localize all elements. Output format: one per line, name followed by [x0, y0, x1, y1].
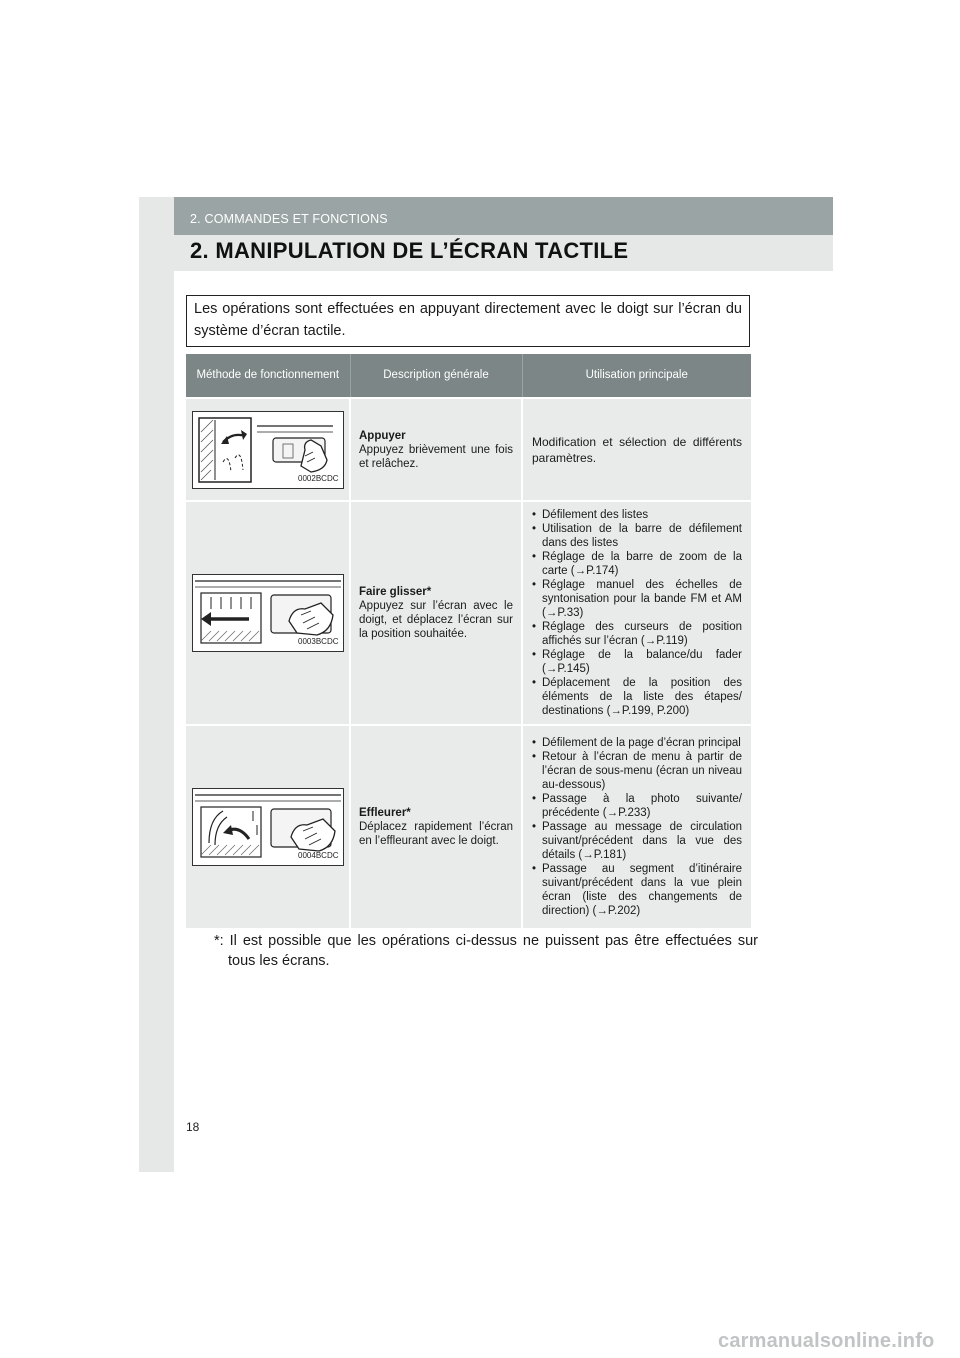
- list-item: • Passage au segment d’itinéraire suivant/précédent dans la vue plein écran (liste des changements de direction) (→P.202): [532, 862, 742, 918]
- operation-description: Appuyez brièvement une fois et relâchez.: [359, 443, 513, 470]
- side-strip: [139, 197, 174, 1172]
- list-item: • Passage au message de circulation suivant/précédent dans la vue des détails (→P.181): [532, 820, 742, 862]
- list-item: • Défilement des listes: [532, 508, 742, 522]
- list-item: • Passage à la photo suivante/ précédente (→P.233): [532, 792, 742, 820]
- usage-cell: [522, 501, 751, 725]
- header-description: Description générale: [350, 354, 522, 398]
- footnote: *: Il est possible que les opérations ci-dessus ne puissent pas être effectuées sur tous les écrans.: [214, 933, 758, 969]
- table-header-row: [186, 354, 751, 398]
- table-row: [186, 501, 751, 725]
- list-item: • Défilement de la page d’écran principal: [532, 736, 742, 750]
- operation-name: Appuyer: [359, 429, 406, 442]
- operation-name: Faire glisser*: [359, 586, 432, 598]
- operation-description: Déplacez rapidement l’écran en l’effleurant avec le doigt.: [359, 821, 513, 847]
- tap-gesture-icon: [192, 411, 344, 489]
- operation-name: Effleurer*: [359, 807, 411, 819]
- operation-description: Appuyez sur l’écran avec le doigt, et déplacez l’écran sur la position souhaitée.: [359, 600, 513, 640]
- image-code: 0002BCDC: [298, 473, 339, 483]
- image-code: 0003BCDC: [298, 637, 339, 646]
- table-row: [186, 725, 751, 928]
- header-method: Méthode de fonctionnement: [186, 354, 350, 398]
- description-cell: [350, 501, 522, 725]
- method-image-cell: [186, 398, 350, 501]
- list-item: • Réglage manuel des échelles de syntonisation pour la bande FM et AM (→P.33): [532, 578, 742, 620]
- intro-box: Les opérations sont effectuées en appuyant directement avec le doigt sur l’écran du système d’écran tactile.: [186, 295, 750, 347]
- method-image-cell: [186, 501, 350, 725]
- list-item: • Réglage de la balance/du fader (→P.145): [532, 648, 742, 676]
- image-code: 0004BCDC: [298, 851, 339, 860]
- usage-list: [532, 508, 742, 718]
- method-image-cell: [186, 725, 350, 928]
- list-item: • Utilisation de la barre de défilement dans des listes: [532, 522, 742, 550]
- description-cell: [350, 725, 522, 928]
- watermark: carmanualsonline.info: [718, 1330, 935, 1352]
- table-row: [186, 398, 751, 501]
- drag-gesture-icon: [192, 574, 344, 652]
- flick-gesture-icon: [192, 788, 344, 866]
- section-label: 2. COMMANDES ET FONCTIONS: [190, 212, 388, 226]
- usage-list: [532, 736, 742, 918]
- usage-text: Modification et sélection de différents paramètres.: [532, 434, 742, 465]
- page-title: 2. MANIPULATION DE L’ÉCRAN TACTILE: [190, 238, 629, 263]
- description-cell: [350, 398, 522, 501]
- list-item: • Réglage des curseurs de position affichés sur l’écran (→P.119): [532, 620, 742, 648]
- header-usage: Utilisation principale: [522, 354, 751, 398]
- usage-cell: [522, 725, 751, 928]
- page-number: 18: [186, 1120, 200, 1134]
- list-item: • Réglage de la barre de zoom de la carte (→P.174): [532, 550, 742, 578]
- usage-cell: [522, 398, 751, 501]
- operations-table: [186, 354, 751, 928]
- list-item: • Retour à l’écran de menu à partir de l’écran de sous-menu (écran un niveau au-dessous): [532, 750, 742, 792]
- list-item: • Déplacement de la position des éléments de la liste des étapes/ destinations (→P.199, P.200): [532, 676, 742, 718]
